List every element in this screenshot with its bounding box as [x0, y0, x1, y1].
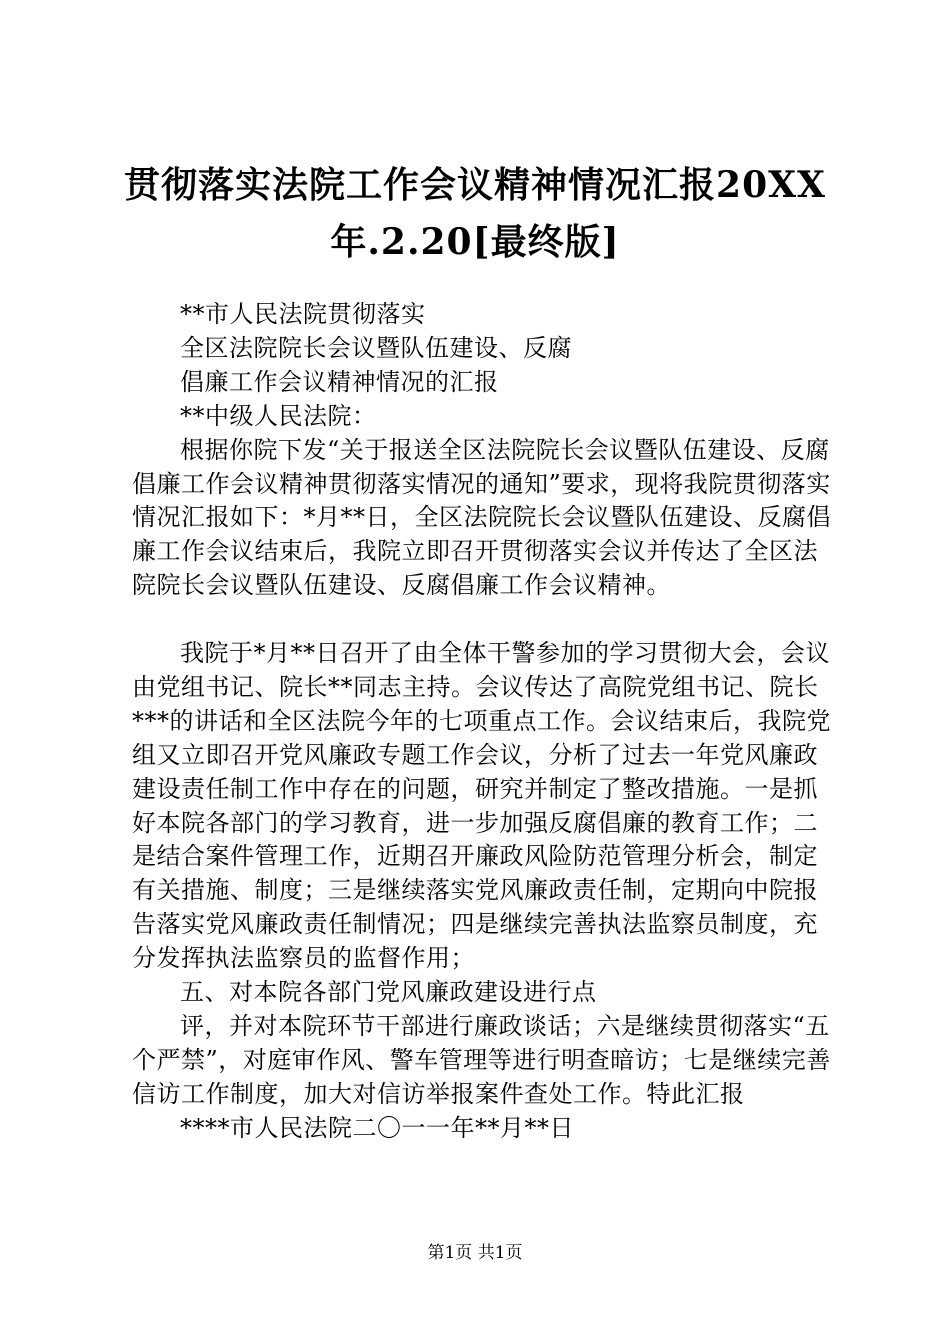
page-number-footer: 第1页 共1页 [427, 1243, 523, 1263]
addressee: **中级人民法院： [180, 401, 377, 430]
document-title-line-2: 年.2.20[最终版] [330, 221, 620, 263]
document-body [132, 298, 832, 1146]
item-5-line: 五、对本院各部门党风廉政建设进行点 [180, 978, 597, 1007]
paragraph-1: 根据你院下发“关于报送全区法院院长会议暨队伍建设、反腐倡廉工作会议精神贯彻落实情况的通知”要求，现将我院贯彻落实情况汇报如下：*月**日，全区法院院长会议暨队伍建设、反腐倡廉工作会议结束后，我院立即召开贯彻落实会议并传达了全区法院院长会议暨队伍建设、反腐倡廉工作会议精神。 [132, 435, 831, 600]
paragraph-3: 评，并对本院环节干部进行廉政谈话；六是继续贯彻落实“五个严禁”，对庭审作风、警车管理等进行明查暗访；七是继续完善信访工作制度，加大对信访举报案件查处工作。特此汇报 [132, 1012, 831, 1108]
document-title-line-1: 贯彻落实法院工作会议精神情况汇报20XX [124, 164, 826, 206]
signature-line: ****市人民法院二〇一一年**月**日 [180, 1113, 574, 1142]
heading-line-1: **市人民法院贯彻落实 [180, 300, 426, 328]
heading-line-3: 倡廉工作会议精神情况的汇报 [180, 367, 499, 396]
paragraph-2: 我院于*月**日召开了由全体干警参加的学习贯彻大会，会议由党组书记、院长**同志主持。会议传达了高院党组书记、院长***的讲话和全区法院今年的七项重点工作。会议结束后，我院党组又立即召开党风廉政专题工作会议，分析了过去一年党风廉政建设责任制工作中存在的问题，研究并制定了整改措施。一是抓好本院各部门的学习教育，进一步加强反腐倡廉的教育工作；二是结合案件管理工作，近期召开廉政风险防范管理分析会，制定有关措施、制度；三是继续落实党风廉政责任制，定期向中院报告落实党风廉政责任制情况；四是继续完善执法监察员制度，充分发挥执法监察员的监督作用； [132, 639, 831, 973]
heading-line-2: 全区法院院长会议暨队伍建设、反腐 [180, 333, 572, 362]
paragraph-gap [132, 603, 832, 637]
